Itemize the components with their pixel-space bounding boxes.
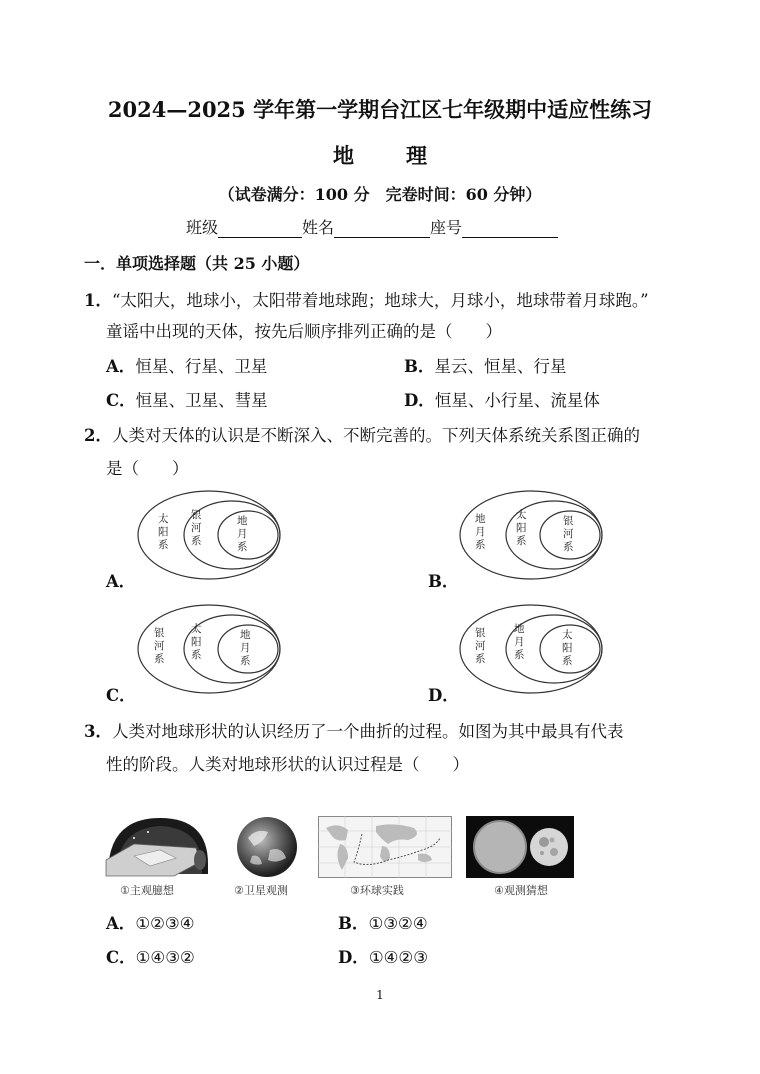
name-blank	[334, 219, 430, 238]
option-letter: B．	[404, 357, 435, 376]
q2-text-1: 人类对天体的认识是不断深入、不断完善的。下列天体系统关系图正确的	[111, 426, 640, 445]
q3-option-b	[338, 910, 428, 934]
diagram-b-label-3: 银河系	[563, 515, 574, 553]
option-text: ①②③④	[135, 914, 195, 933]
q2-diagram-d	[458, 602, 604, 696]
student-info-fields	[186, 215, 558, 238]
name-label: 姓名	[302, 218, 335, 237]
diagram-d-label-1: 银河系	[475, 627, 486, 665]
q3-option-d	[338, 944, 428, 968]
option-text: 星云、恒星、行星	[434, 357, 567, 376]
q3-number: 3．	[84, 722, 112, 741]
subject-title	[0, 140, 760, 170]
diagram-d-label-3: 太阳系	[562, 629, 573, 667]
seat-blank	[462, 219, 558, 238]
q2-diagram-a	[136, 488, 282, 582]
q1-line2: 童谣中出现的天体，按先后顺序排列正确的是（ ）	[106, 322, 502, 341]
q3-image-2-caption: ②卫星观测	[234, 884, 288, 897]
q1-number: 1．	[84, 291, 112, 310]
q3-image-1-caption: ①主观臆想	[120, 884, 174, 897]
q2-option-c-letter: C．	[106, 686, 136, 705]
q2-line2: 是（ ）	[106, 459, 189, 478]
q3-line1	[84, 718, 623, 742]
option-text: ①③②④	[368, 914, 428, 933]
q2-option-b-letter: B．	[428, 572, 459, 591]
q2-option-a-letter: A．	[106, 572, 136, 591]
q3-image-4-caption: ④观测猜想	[494, 884, 548, 897]
sun-moon-icon	[466, 816, 574, 878]
option-letter: A．	[106, 914, 136, 933]
page-number: 1	[376, 988, 384, 1002]
q2-number: 2．	[84, 426, 112, 445]
earth-photo-icon	[234, 816, 300, 878]
q2-diagram-b	[458, 488, 604, 582]
section-title: 一．单项选择题（共 25 小题）	[84, 254, 310, 273]
q3-line2: 性的阶段。人类对地球形状的认识过程是（ ）	[106, 755, 469, 774]
diagram-d-label-2: 地月系	[514, 623, 525, 661]
option-letter: A．	[106, 357, 136, 376]
diagram-b-label-2: 太阳系	[516, 509, 527, 547]
option-text: 恒星、卫星、彗星	[135, 391, 268, 410]
diagram-a-label-1: 太阳系	[158, 513, 169, 551]
diagram-c-label-1: 银河系	[154, 627, 165, 665]
option-letter: D．	[404, 391, 435, 410]
option-letter: C．	[106, 948, 136, 967]
class-label: 班级	[186, 218, 219, 237]
world-route-map-icon	[318, 816, 452, 878]
seat-label: 座号	[430, 218, 463, 237]
exam-title: 2024—2025 学年第一学期台江区七年级期中适应性练习	[107, 97, 653, 122]
subject-char-1: 地	[333, 143, 354, 168]
q1-line1	[84, 287, 649, 311]
exam-meta: （试卷满分：100 分 完卷时间：60 分钟）	[218, 185, 542, 204]
q2-option-d-letter: D．	[428, 686, 459, 705]
diagram-a-label-3: 地月系	[237, 515, 248, 553]
diagram-c-label-3: 地月系	[240, 629, 251, 667]
option-text: 恒星、小行星、流星体	[434, 391, 600, 410]
dome-sky-icon	[104, 814, 212, 878]
q2-line1	[84, 422, 640, 446]
option-text: ①④③②	[135, 948, 195, 967]
class-blank	[218, 219, 302, 238]
option-text: ①④②③	[368, 948, 428, 967]
q3-image-3-caption: ③环球实践	[350, 884, 404, 897]
subject-char-2: 理	[406, 143, 427, 168]
diagram-a-label-2: 银河系	[191, 509, 202, 547]
option-letter: D．	[338, 948, 369, 967]
q3-text-1: 人类对地球形状的认识经历了一个曲折的过程。如图为其中最具有代表	[111, 722, 624, 741]
option-letter: B．	[338, 914, 369, 933]
q1-option-d	[404, 387, 600, 411]
q2-diagram-c	[136, 602, 282, 696]
diagram-b-label-1: 地月系	[475, 513, 486, 551]
q3-option-a	[106, 910, 194, 934]
q1-text-1: “太阳大，地球小，太阳带着地球跑；地球大，月球小，地球带着月球跑。”	[111, 291, 649, 310]
diagram-c-label-2: 太阳系	[191, 623, 202, 661]
option-text: 恒星、行星、卫星	[135, 357, 268, 376]
q3-option-c	[106, 944, 195, 968]
q1-option-b	[404, 353, 566, 377]
q1-option-c	[106, 387, 268, 411]
q1-option-a	[106, 353, 267, 377]
option-letter: C．	[106, 391, 136, 410]
